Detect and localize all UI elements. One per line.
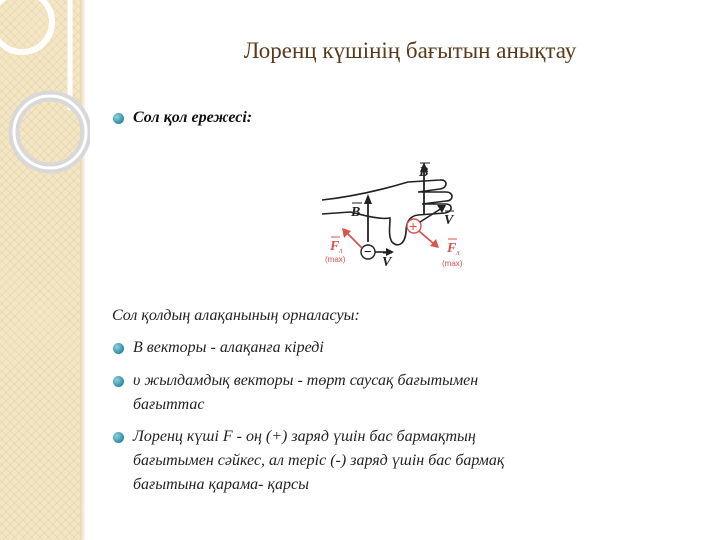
bullet-icon: [113, 113, 124, 124]
bullet-item-lorentz-cont1: бағытымен сәйкес, ал теріс (-) заряд үшін бас бармақ: [133, 452, 505, 469]
f-vector-right: [419, 231, 434, 244]
label-f-left-sub: л: [339, 246, 343, 255]
label-v-bottom: V: [382, 255, 392, 270]
label-v-right: V: [444, 213, 454, 228]
bullet-icon: [113, 376, 124, 387]
rule-label: Сол қол ережесі:: [133, 109, 253, 126]
label-f-left: F: [330, 239, 340, 254]
deco-circle-top: [0, 0, 52, 52]
intro-text: Сол қолдың алақанының орналасуы:: [112, 307, 360, 324]
label-b-top: B: [419, 165, 429, 180]
label-f-right: F: [447, 241, 457, 256]
bullet-icon: [113, 343, 124, 354]
label-b-left: B: [351, 205, 361, 220]
decorative-circles: [0, 0, 90, 540]
page-title: Лоренц күшінің бағытын анықтау: [243, 38, 577, 63]
label-f-right-sub: л: [456, 248, 460, 257]
hand-outline: [322, 180, 452, 245]
bullet-item-velocity: υ жылдамдық векторы - төрт саусақ бағытымен: [133, 372, 479, 389]
deco-circle-inner: [14, 96, 86, 168]
bullet-item-lorentz: Лоренц күші F - оң (+) заряд үшін бас бармақтың: [133, 428, 476, 445]
minus-sign: −: [364, 244, 372, 259]
label-max-left: (max): [325, 255, 346, 264]
plus-sign: +: [409, 218, 418, 234]
b-arrowhead-left: [364, 194, 372, 204]
v-arrowhead-right: [437, 205, 446, 213]
bullet-icon: [113, 432, 124, 443]
bullet-item-b-vector: В векторы - алақанға кіреді: [133, 339, 324, 356]
f-arrowhead-right: [430, 239, 439, 248]
left-hand-rule-figure: [318, 152, 478, 272]
bullet-item-lorentz-cont2: бағытына қарама- қарсы: [133, 476, 309, 493]
label-max-right: (max): [442, 259, 463, 268]
f-vector-left: [346, 232, 362, 248]
bullet-item-velocity-cont: бағыттас: [133, 396, 205, 413]
